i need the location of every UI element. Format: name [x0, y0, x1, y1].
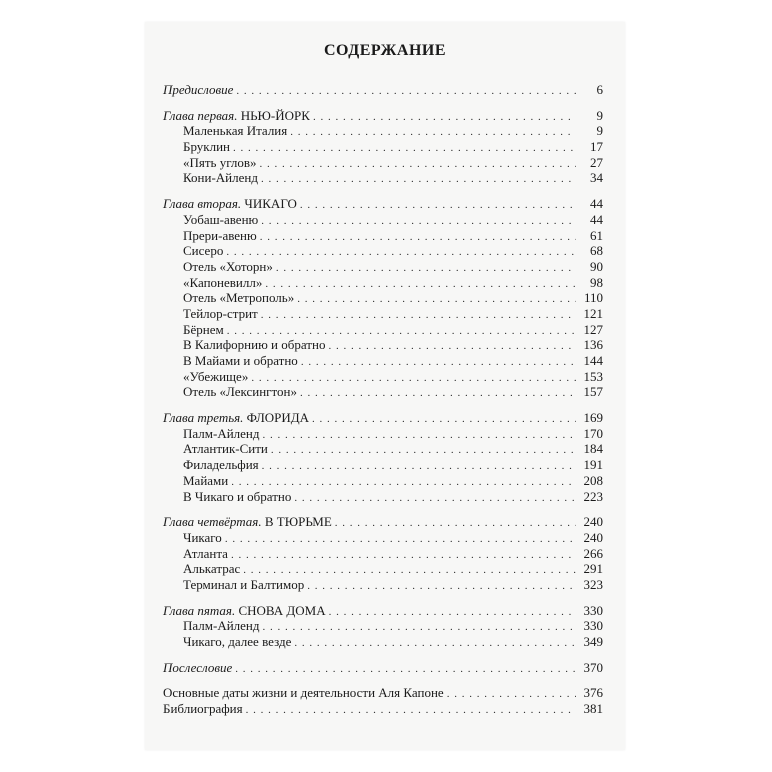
leader-dots — [265, 277, 576, 293]
leader-dots — [447, 687, 576, 703]
page-number: 44 — [590, 211, 603, 227]
chapter-entry — [163, 514, 603, 530]
table-of-contents — [163, 82, 603, 717]
page-number: 330 — [583, 602, 603, 618]
entry-label — [163, 685, 444, 701]
entry-text: В Майами и обратно — [183, 353, 298, 368]
leader-dots — [235, 662, 576, 678]
entry-text: «Убежище» — [183, 368, 249, 384]
entry-text: Отель «Метрополь» — [183, 290, 295, 306]
section-entry — [163, 228, 603, 244]
page-number: 323 — [583, 576, 603, 592]
leader-dots — [335, 516, 576, 532]
leader-dots — [328, 339, 576, 355]
section-entry — [163, 212, 603, 228]
chapter-name: СНОВА ДОМА — [238, 602, 326, 618]
section-entry — [163, 546, 603, 562]
section-entry — [163, 618, 603, 634]
leader-dots — [313, 110, 576, 126]
entry-label — [163, 275, 262, 291]
leader-dots — [261, 308, 576, 324]
chapter-prefix: Глава первая. — [163, 107, 238, 123]
entry-text: Терминал и Балтимор — [183, 576, 305, 592]
section-entry — [163, 369, 603, 385]
entry-label — [163, 701, 243, 717]
page-number: 240 — [583, 514, 603, 530]
leader-dots — [233, 141, 576, 157]
leader-dots — [262, 459, 576, 475]
entry-label — [163, 259, 273, 275]
page-number: 68 — [590, 243, 603, 259]
leader-dots — [261, 214, 576, 230]
entry-label — [163, 155, 257, 171]
page-number: 349 — [583, 634, 603, 649]
leader-dots — [312, 412, 576, 428]
entry-label — [163, 337, 325, 353]
entry-label — [163, 561, 240, 577]
entry-text: Тейлор-стрит — [183, 305, 258, 321]
page-number: 6 — [596, 82, 603, 97]
leader-dots — [276, 261, 576, 277]
entry-label — [163, 139, 230, 155]
entry-text: Чикаго, далее везде — [183, 634, 292, 649]
section-entry — [163, 561, 603, 577]
leader-dots — [297, 292, 576, 308]
leader-dots — [290, 125, 576, 141]
entry-label — [163, 441, 268, 457]
page-number: 381 — [583, 701, 603, 717]
entry-label — [163, 228, 257, 244]
section-entry — [163, 259, 603, 275]
leader-dots — [246, 703, 576, 719]
entry-label — [163, 384, 297, 400]
entry-label — [163, 426, 260, 442]
page-number: 44 — [590, 196, 603, 212]
chapter-name: ФЛОРИДА — [246, 410, 310, 426]
leader-dots — [251, 371, 576, 387]
section-entry — [163, 489, 603, 505]
entry-text: Кони-Айленд — [183, 170, 258, 186]
chapter-entry — [163, 196, 603, 212]
section-entry — [163, 243, 603, 259]
section-entry — [163, 473, 603, 489]
entry-label — [163, 473, 228, 489]
section-entry — [163, 170, 603, 186]
section-entry — [163, 457, 603, 473]
page-number: 34 — [590, 170, 603, 186]
chapter-prefix: Глава вторая. — [163, 196, 242, 212]
entry-text: Прери-авеню — [183, 227, 257, 243]
leader-dots — [263, 428, 577, 444]
leader-dots — [300, 386, 576, 402]
entry-label — [163, 634, 291, 650]
entry-label — [163, 577, 304, 593]
entry-text: Уобаш-авеню — [183, 211, 259, 227]
leader-dots — [294, 491, 576, 507]
page-number: 98 — [590, 274, 603, 290]
entry-label — [163, 603, 326, 619]
chapter-name: НЬЮ-ЙОРК — [240, 107, 310, 123]
section-entry — [163, 155, 603, 171]
entry-label — [163, 290, 294, 306]
leader-dots — [301, 355, 576, 371]
page-number: 90 — [590, 258, 603, 274]
page-number: 370 — [583, 659, 603, 675]
entry-text: Библиография — [163, 701, 243, 717]
section-entry — [163, 123, 603, 139]
section-entry — [163, 353, 603, 369]
leader-dots — [300, 198, 576, 214]
section-entry — [163, 426, 603, 442]
entry-label — [163, 546, 228, 562]
entry-label — [163, 530, 222, 546]
section-entry — [163, 306, 603, 322]
section-entry — [163, 337, 603, 353]
page-number: 330 — [583, 618, 603, 634]
leader-dots — [226, 245, 576, 261]
leader-dots — [231, 548, 576, 564]
page-number: 144 — [583, 353, 603, 368]
leader-dots — [261, 172, 576, 188]
page-number: 17 — [590, 139, 603, 155]
appendix-entry — [163, 701, 603, 717]
book-page — [145, 22, 625, 750]
entry-label — [163, 660, 232, 676]
section-entry — [163, 322, 603, 338]
chapter-name: ЧИКАГО — [244, 196, 297, 212]
entry-text: Сисеро — [183, 243, 224, 259]
section-entry — [163, 530, 603, 546]
chapter-prefix: Глава пятая. — [163, 602, 236, 618]
entry-text: Чикаго — [183, 529, 222, 545]
chapter-entry — [163, 108, 603, 124]
page-number: 157 — [583, 384, 603, 400]
page-number: 376 — [583, 685, 603, 701]
page-number: 153 — [583, 368, 603, 384]
chapter-prefix: Глава третья. — [163, 410, 244, 426]
entry-text: Послесловие — [163, 659, 233, 675]
entry-label — [163, 322, 224, 338]
page-number: 291 — [583, 561, 603, 577]
leader-dots — [236, 84, 576, 100]
page-number: 9 — [596, 123, 603, 139]
page-number: 184 — [583, 441, 603, 457]
entry-label — [163, 489, 291, 505]
section-entry — [163, 139, 603, 155]
entry-text: Предисловие — [163, 82, 234, 97]
leader-dots — [307, 579, 576, 595]
page-number: 208 — [583, 472, 603, 488]
entry-text: Майами — [183, 472, 229, 488]
page-number: 121 — [583, 305, 603, 321]
leader-dots — [260, 157, 576, 173]
entry-label — [163, 196, 297, 212]
section-entry — [163, 577, 603, 593]
page-number: 240 — [583, 529, 603, 545]
entry-label — [163, 410, 309, 426]
entry-text: «Пять углов» — [183, 154, 257, 170]
section-entry — [163, 441, 603, 457]
afterword-entry — [163, 660, 603, 676]
page-number: 127 — [583, 321, 603, 337]
page-number: 110 — [583, 290, 603, 306]
section-entry — [163, 634, 603, 650]
entry-label — [163, 353, 298, 369]
page-number: 9 — [596, 107, 603, 123]
leader-dots — [263, 620, 577, 636]
entry-text: «Капоневилл» — [183, 274, 263, 290]
entry-label — [163, 123, 287, 139]
leader-dots — [294, 636, 576, 652]
leader-dots — [271, 443, 576, 459]
page-number: 266 — [583, 545, 603, 561]
page-number: 136 — [583, 337, 603, 353]
entry-text: В Чикаго и обратно — [183, 488, 292, 504]
appendix-entry — [163, 685, 603, 701]
entry-label — [163, 618, 260, 634]
page-number: 169 — [583, 410, 603, 426]
entry-text: Атланта — [183, 545, 228, 561]
page-number: 191 — [583, 457, 603, 473]
page-number: 170 — [583, 425, 603, 441]
section-entry — [163, 290, 603, 306]
page-number: 223 — [583, 488, 603, 504]
entry-text: Бруклин — [183, 139, 231, 155]
chapter-entry — [163, 603, 603, 619]
entry-text: Атлантик-Сити — [183, 441, 268, 457]
chapter-prefix: Глава четвёртая. — [163, 514, 262, 530]
entry-label — [163, 369, 248, 385]
entry-label — [163, 306, 258, 322]
page-number: 61 — [590, 227, 603, 243]
chapter-name: В ТЮРЬМЕ — [264, 514, 332, 530]
entry-label — [163, 514, 332, 530]
section-entry — [163, 384, 603, 400]
page-number: 27 — [590, 154, 603, 170]
entry-label — [163, 82, 233, 98]
entry-text: Маленькая Италия — [183, 123, 288, 139]
entry-label — [163, 457, 259, 473]
chapter-entry — [163, 410, 603, 426]
leader-dots — [225, 532, 576, 548]
entry-text: Палм-Айленд — [183, 618, 260, 634]
leader-dots — [260, 230, 576, 246]
entry-text: Отель «Лексингтон» — [183, 384, 297, 400]
entry-text: В Калифорнию и обратно — [183, 337, 326, 353]
entry-text: Палм-Айленд — [183, 425, 260, 441]
entry-label — [163, 212, 258, 228]
entry-label — [163, 108, 310, 124]
entry-text: Основные даты жизни и деятельности Аля Капоне — [163, 685, 444, 701]
entry-text: Алькатрас — [183, 561, 241, 577]
entry-label — [163, 243, 223, 259]
section-entry — [163, 275, 603, 291]
entry-text: Отель «Хоторн» — [183, 258, 273, 274]
entry-text: Филадельфия — [183, 457, 259, 473]
preface-entry — [163, 82, 603, 98]
entry-text: Бёрнем — [183, 321, 224, 337]
page-title: СОДЕРЖАНИЕ — [323, 42, 447, 59]
leader-dots — [329, 605, 576, 621]
entry-label — [163, 170, 258, 186]
